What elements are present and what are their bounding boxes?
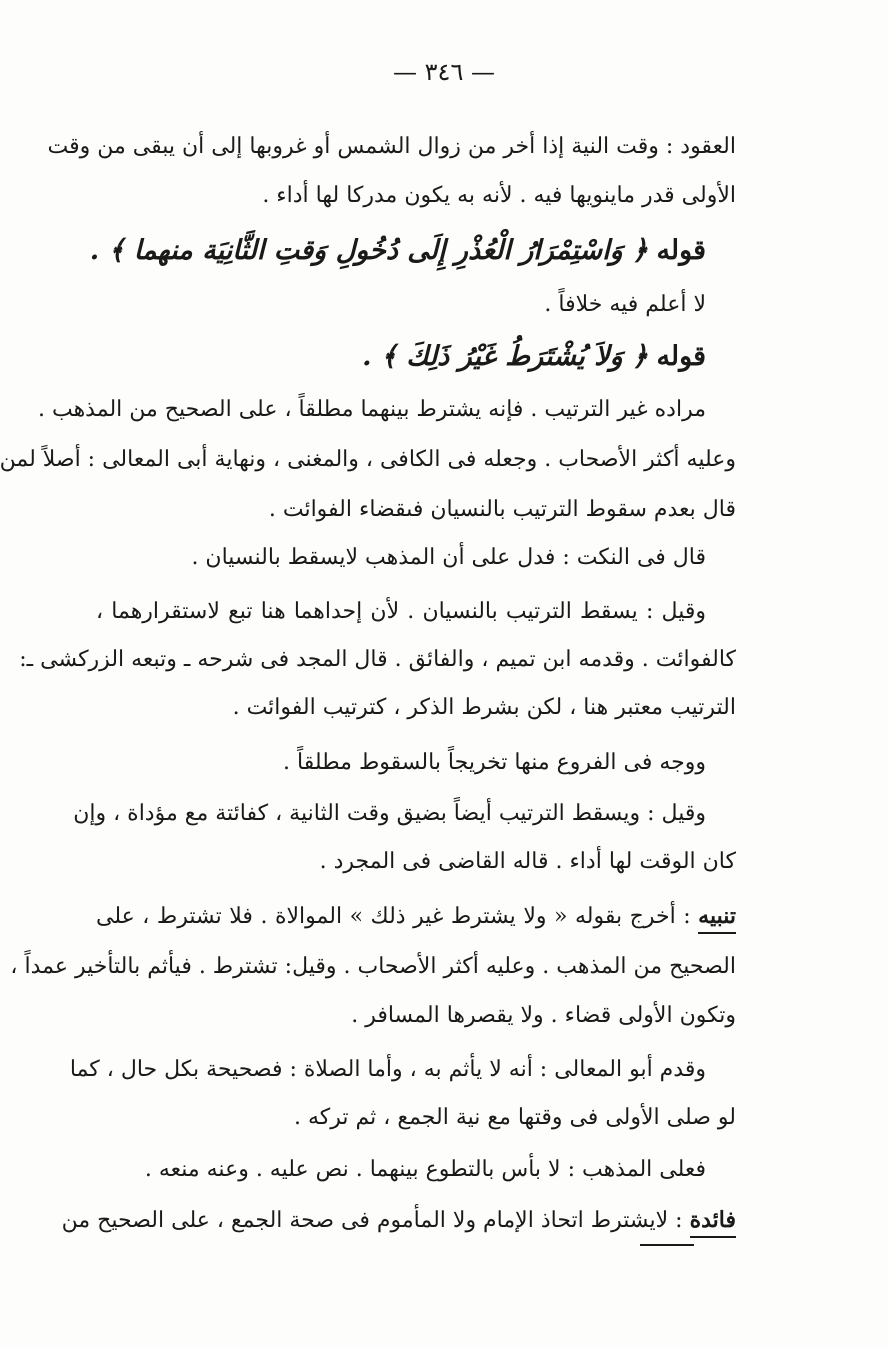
text-line-1: العقود : وقت النية إذا أخر من زوال الشمس أو غروبها إلى أن يبقى من وقت [47,134,736,159]
heading-verse: ﴿ وَلاَ يُشْتَرَطُ غَيْرُ ذَلِكَ ﴾ . [362,341,648,372]
text-line-12: وقيل : ويسقط الترتيب أيضاً بضيق وقت الثانية ، كفائتة مع مؤداة ، وإن [73,801,706,826]
text-line-18: لو صلى الأولى فى وقتها مع نية الجمع ، ثم تركه . [294,1105,736,1130]
text-line-17: وقدم أبو المعالى : أنه لا يأثم به ، وأما الصلاة : فصحيحة بكل حال ، كما [69,1057,706,1082]
text-line-11: ووجه فى الفروع منها تخريجاً بالسقوط مطلقاً . [283,750,706,775]
text-line-14 [96,896,736,937]
text-line-5: وعليه أكثر الأصحاب . وجعله فى الكافى ، والمغنى ، ونهاية أبى المعالى : أصلاً لمن [0,447,736,472]
text-line-13: كان الوقت لها أداء . قاله القاضى فى المجرد . [319,849,736,874]
text-line-2: الأولى قدر ماينويها فيه . لأنه به يكون مدركا لها أداء . [262,183,736,208]
text-line-20 [61,1200,736,1241]
text-line-7: قال فى النكت : فدل على أن المذهب لايسقط بالنسيان . [191,545,706,570]
heading-keyword: قوله [656,235,706,266]
note-text: : لايشترط اتحاذ الإمام ولا المأموم فى صحة الجمع ، على الصحيح من [61,1208,683,1233]
text-line-9: كالفوائت . وقدمه ابن تميم ، والفائق . قال المجد فى شرحه ـ وتبعه الزركشى ـ: [19,647,736,672]
heading-keyword: قوله [656,341,706,372]
text-line-6: قال بعدم سقوط الترتيب بالنسيان فىقضاء الفوائت . [268,497,736,522]
text-line-10: الترتيب معتبر هنا ، لكن بشرط الذكر ، كترتيب الفوائت . [232,695,736,720]
text-line-15: الصحيح من المذهب . وعليه أكثر الأصحاب . وقيل: تشترط . فيأثم بالتأخير عمداً ، [10,954,736,979]
note-label-faida: فائدة [690,1207,736,1238]
heading-verse: ﴿ وَاسْتِمْرَارُ الْعُذْرِ إِلَى دُخُولِ وَقتِ الثَّانِيَة منهما ﴾ . [89,235,648,266]
text-line-8: وقيل : يسقط الترتيب بالنسيان . لأن إحداهما هنا تبع لاستقرارهما ، [96,599,706,624]
text-line-4: مراده غير الترتيب . فإنه يشترط بينهما مطلقاً ، على الصحيح من المذهب . [37,397,706,422]
text-line-19: فعلى المذهب : لا بأس بالتطوع بينهما . نص عليه . وعنه منعه . [144,1157,706,1182]
heading-quote-2 [96,334,706,380]
note-text: : أخرج بقوله « ولا يشترط غير ذلك » الموالاة . فلا تشترط ، على [96,904,691,929]
heading-quote-1 [89,228,706,274]
page-number: — ٣٤٦ — [393,58,495,86]
text-line-3: لا أعلم فيه خلافاً . [544,292,706,317]
underline-rule [640,1244,694,1246]
text-line-16: وتكون الأولى قضاء . ولا يقصرها المسافر . [351,1003,736,1028]
note-label-tanbih: تنبيه [698,903,736,934]
